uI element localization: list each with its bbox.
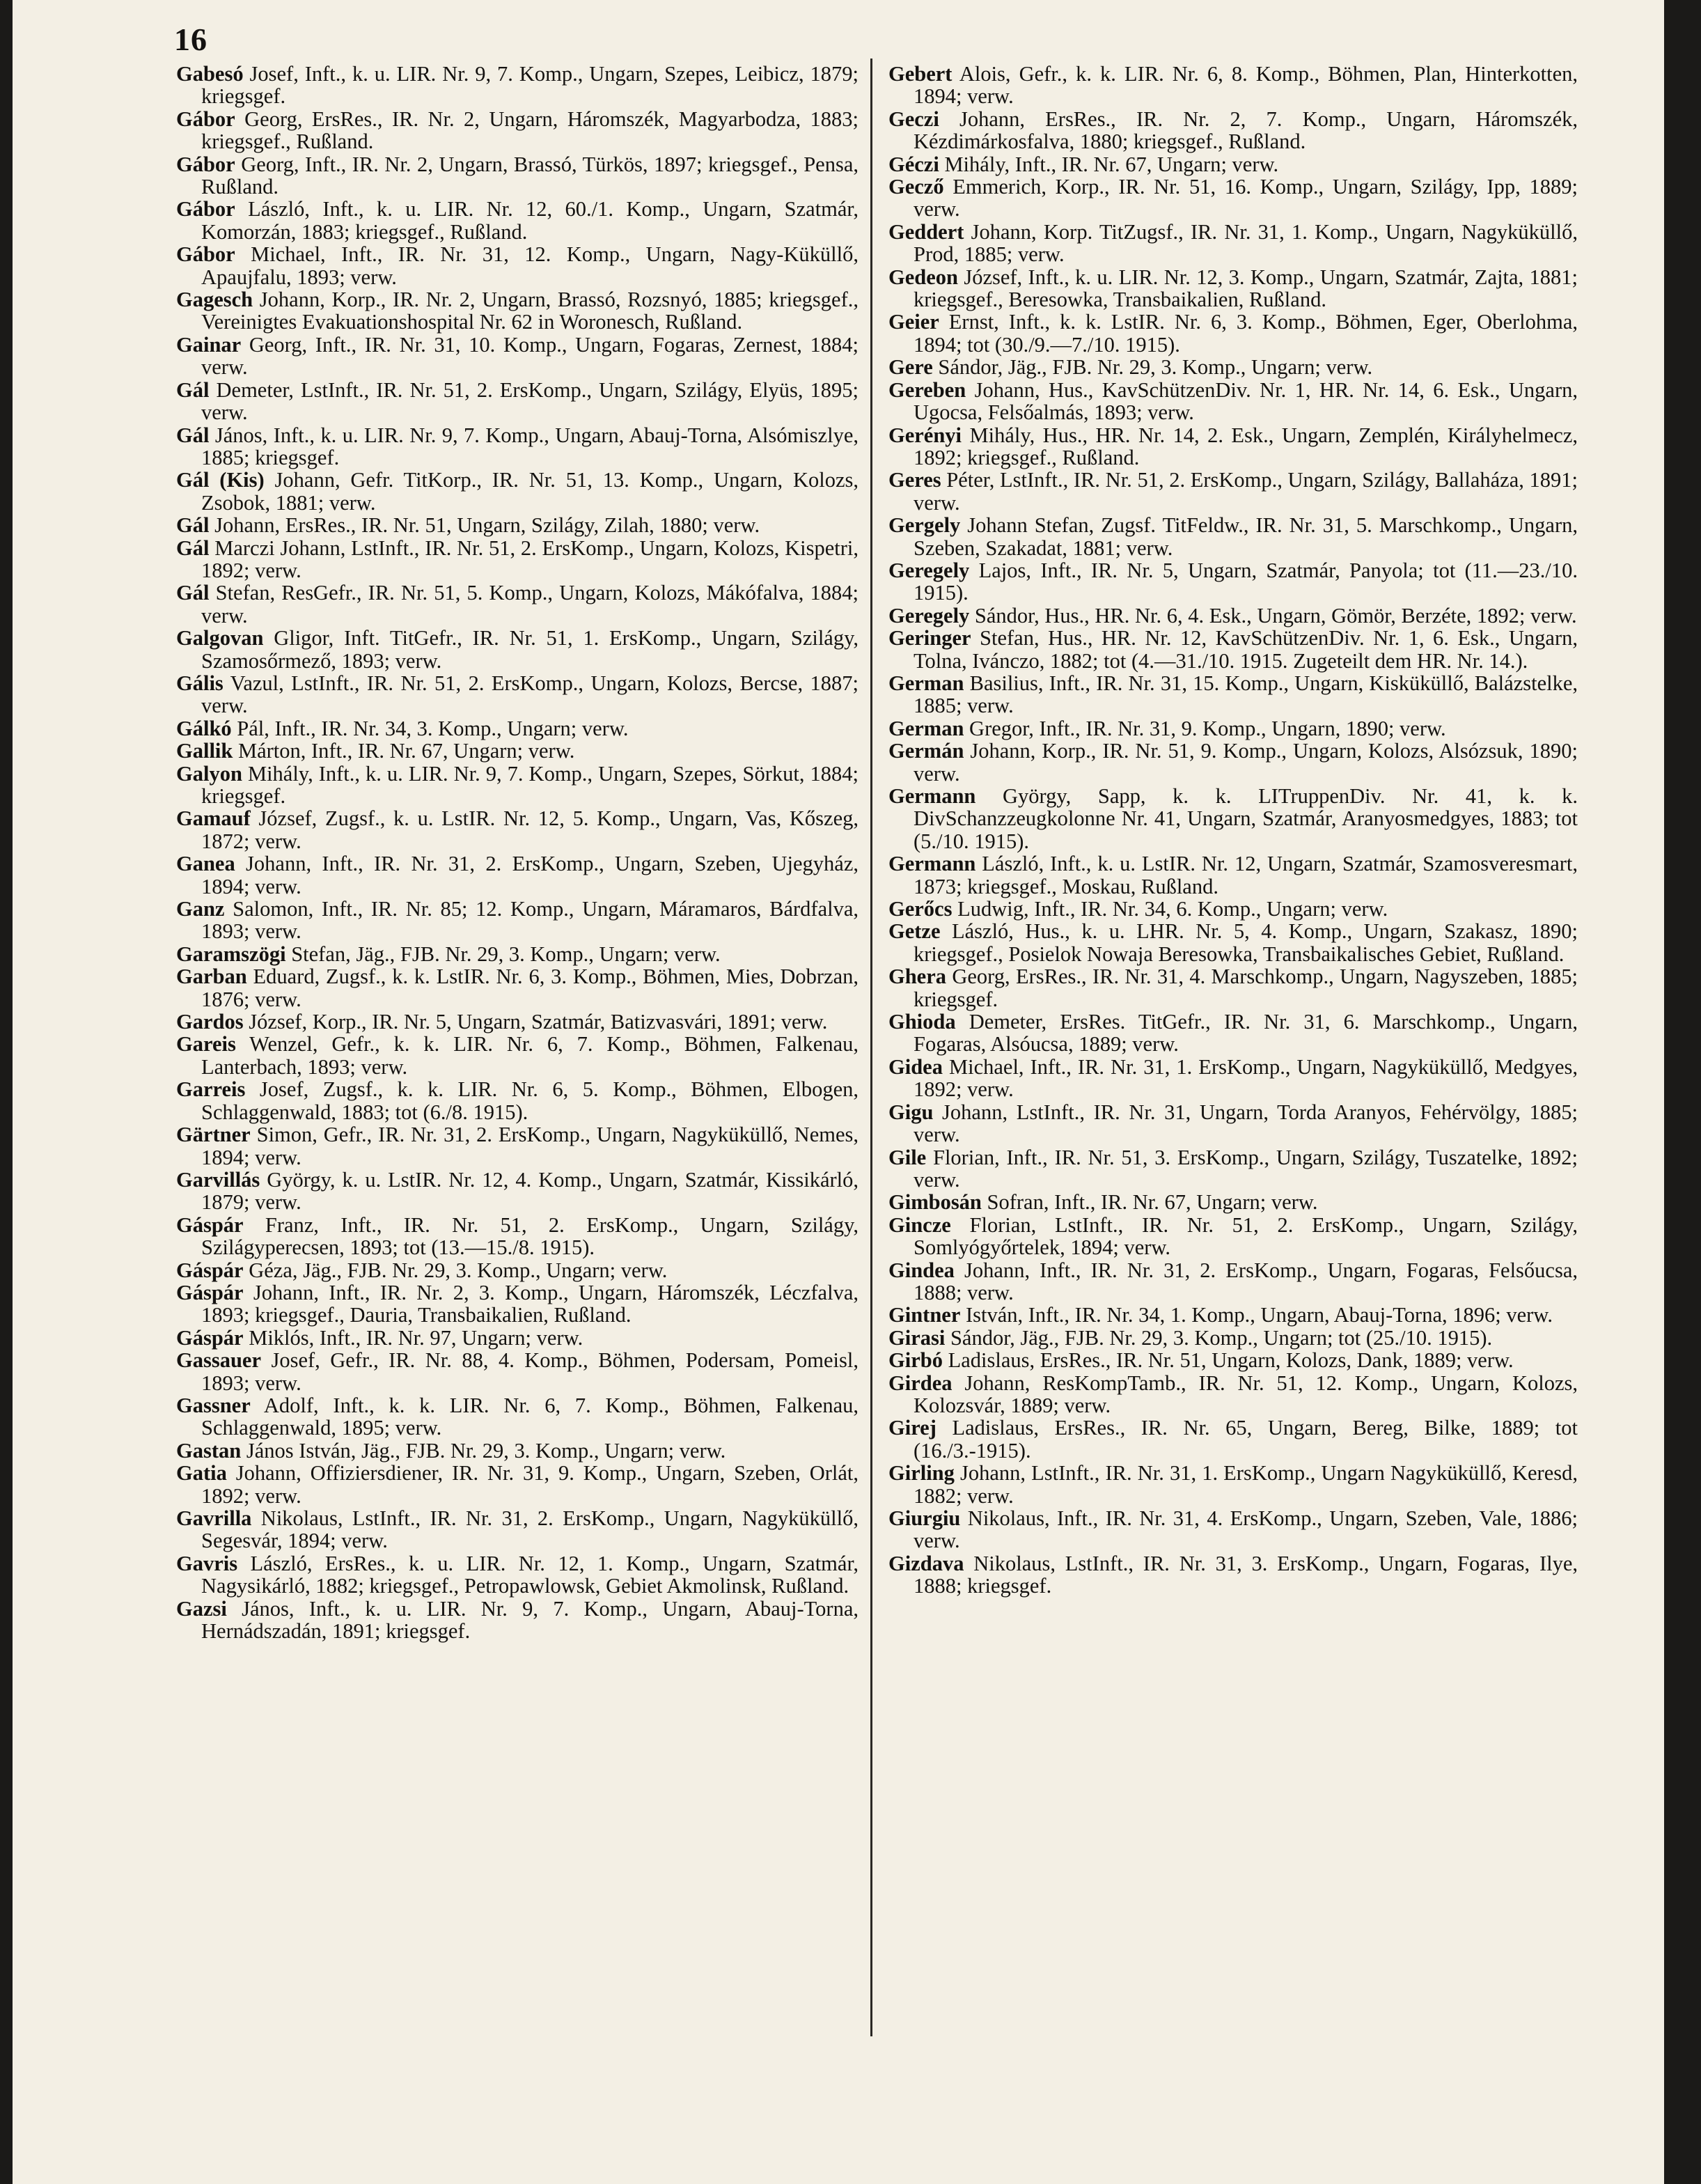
- entry-surname: Gile: [888, 1145, 927, 1169]
- entry-surname: Garamszögi: [176, 942, 286, 966]
- entry-details: Marczi Johann, LstInft., IR. Nr. 51, 2. ErsKomp., Ungarn, Kolozs, Kispetri, 1892; verw.: [201, 536, 859, 582]
- entry-surname: German: [888, 716, 964, 740]
- entry-details: Ernst, Inft., k. k. LstIR. Nr. 6, 3. Komp., Böhmen, Eger, Oberlohma, 1894; tot (30./9.—7./10. 1915).: [914, 310, 1578, 357]
- entry-details: Josef, Zugsf., k. k. LIR. Nr. 6, 5. Komp., Böhmen, Elbogen, Schlaggenwald, 1883; tot (6./8. 1915).: [201, 1077, 859, 1124]
- casualty-entry: [888, 1304, 1578, 1326]
- entry-surname: Girdea: [888, 1371, 953, 1395]
- entry-surname: Garreis: [176, 1077, 246, 1102]
- entry-surname: Gábor: [176, 197, 235, 221]
- entry-details: Josef, Gefr., IR. Nr. 88, 4. Komp., Böhmen, Podersam, Pomeisl, 1893; verw.: [201, 1348, 859, 1395]
- casualty-entry: [176, 198, 859, 243]
- entry-surname: Gigu: [888, 1100, 934, 1124]
- entry-surname: Gedeon: [888, 265, 958, 289]
- entry-surname: Gintner: [888, 1303, 961, 1327]
- casualty-entry: [888, 311, 1578, 356]
- casualty-entry: [176, 1078, 859, 1123]
- entry-details: Johann, LstInft., IR. Nr. 31, 1. ErsKomp., Ungarn Nagyküküllő, Keresd, 1882; verw.: [914, 1461, 1578, 1508]
- casualty-entry: [176, 1440, 859, 1462]
- casualty-entry: [176, 582, 859, 627]
- entry-surname: Geringer: [888, 626, 971, 650]
- entry-details: Sándor, Hus., HR. Nr. 6, 4. Esk., Ungarn, Gömör, Berzéte, 1892; verw.: [969, 603, 1577, 627]
- casualty-entry: [176, 943, 859, 965]
- entry-surname: Gassauer: [176, 1348, 261, 1373]
- entry-surname: Gábor: [176, 107, 235, 131]
- casualty-entry: [888, 1011, 1578, 1056]
- casualty-entry: [176, 740, 859, 762]
- entry-details: Josef, Inft., k. u. LIR. Nr. 9, 7. Komp., Ungarn, Szepes, Leibicz, 1879; kriegsgef.: [201, 62, 859, 109]
- entry-details: Sofran, Inft., IR. Nr. 67, Ungarn; verw.: [981, 1190, 1318, 1215]
- casualty-entry: [176, 717, 859, 740]
- entry-surname: Gáspár: [176, 1280, 244, 1304]
- entry-surname: Gergely: [888, 513, 961, 538]
- entry-surname: Gerőcs: [888, 897, 953, 921]
- entry-surname: Géczi: [888, 152, 939, 176]
- casualty-entry: [888, 785, 1578, 852]
- entry-details: György, Sapp, k. k. LITruppenDiv. Nr. 41, k. k. DivSchanzzeugkolonne Nr. 41, Ungarn, Szatmár, Aranyosmedgyes, 1883; tot (5./10. 1915).: [914, 784, 1578, 853]
- casualty-entry: [176, 965, 859, 1011]
- casualty-entry: [888, 266, 1578, 311]
- entry-details: Ladislaus, ErsRes., IR. Nr. 65, Ungarn, Bereg, Bilke, 1889; tot (16./3.-1915).: [914, 1416, 1578, 1462]
- casualty-entry: [176, 1349, 859, 1394]
- entry-surname: Gábor: [176, 152, 235, 176]
- casualty-entry: [176, 1259, 859, 1281]
- entry-details: Salomon, Inft., IR. Nr. 85; 12. Komp., Ungarn, Máramaros, Bárdfalva, 1893; verw.: [201, 897, 859, 944]
- entry-details: Nikolaus, Inft., IR. Nr. 31, 4. ErsKomp., Ungarn, Szeben, Vale, 1886; verw.: [914, 1506, 1578, 1553]
- casualty-entry: [176, 627, 859, 672]
- casualty-entry: [888, 221, 1578, 266]
- casualty-entry: [888, 898, 1578, 920]
- entry-details: Johann Stefan, Zugsf. TitFeldw., IR. Nr. 31, 5. Marschkomp., Ungarn, Szeben, Szakadat, 1881; verw.: [914, 513, 1578, 560]
- entry-surname: Gavrilla: [176, 1506, 252, 1530]
- entry-details: József, Inft., k. u. LIR. Nr. 12, 3. Komp., Ungarn, Szatmár, Zajta, 1881; kriegsgef., Beresowka, Transbaikalien, Rußland.: [914, 265, 1578, 312]
- entry-surname: Girbó: [888, 1348, 943, 1373]
- entry-details: Georg, ErsRes., IR. Nr. 31, 4. Marschkomp., Ungarn, Nagyszeben, 1885; kriegsgef.: [914, 965, 1578, 1011]
- entry-surname: Gál: [176, 377, 210, 402]
- entry-details: Márton, Inft., IR. Nr. 67, Ungarn; verw.: [233, 739, 575, 763]
- entry-details: Basilius, Inft., IR. Nr. 31, 15. Komp., Ungarn, Kisküküllő, Balázstelke, 1885; verw.: [914, 671, 1578, 718]
- casualty-entry: [176, 1327, 859, 1349]
- entry-surname: Gáspár: [176, 1258, 244, 1282]
- entry-details: Alois, Gefr., k. k. LIR. Nr. 6, 8. Komp., Böhmen, Plan, Hinterkotten, 1894; verw.: [914, 62, 1578, 109]
- entry-surname: Gál: [176, 513, 210, 538]
- entry-surname: Gere: [888, 355, 933, 380]
- entry-details: Gligor, Inft. TitGefr., IR. Nr. 51, 1. ErsKomp., Ungarn, Szilágy, Szamosőrmező, 1893; verw.: [201, 626, 859, 673]
- entry-details: Johann, Inft., IR. Nr. 31, 2. ErsKomp., Ungarn, Fogaras, Felsőucsa, 1888; verw.: [914, 1258, 1578, 1304]
- entry-details: István, Inft., IR. Nr. 34, 1. Komp., Ungarn, Abauj-Torna, 1896; verw.: [960, 1303, 1553, 1327]
- entry-surname: Gastan: [176, 1438, 242, 1462]
- entry-details: Nikolaus, LstInft., IR. Nr. 31, 2. ErsKomp., Ungarn, Nagyküküllő, Segesvár, 1894; verw.: [201, 1506, 859, 1553]
- casualty-entry: [176, 1394, 859, 1440]
- entry-details: Michael, Inft., IR. Nr. 31, 1. ErsKomp., Ungarn, Nagyküküllő, Medgyes, 1892; verw.: [914, 1054, 1578, 1102]
- casualty-entry: [888, 1462, 1578, 1507]
- casualty-entry: [888, 920, 1578, 965]
- casualty-entry: [888, 1552, 1578, 1598]
- entry-details: József, Zugsf., k. u. LstIR. Nr. 12, 5. Komp., Ungarn, Vas, Kőszeg, 1872; verw.: [201, 806, 859, 853]
- casualty-entry: [888, 604, 1578, 627]
- casualty-entry: [176, 469, 859, 514]
- entry-surname: Gál (Kis): [176, 468, 265, 492]
- casualty-entry: [176, 1598, 859, 1643]
- casualty-entry: [176, 1462, 859, 1507]
- entry-details: Wenzel, Gefr., k. k. LIR. Nr. 6, 7. Komp., Böhmen, Falkenau, Lanterbach, 1893; verw.: [201, 1032, 859, 1079]
- casualty-entry: [176, 763, 859, 808]
- entry-details: Johann, Korp., IR. Nr. 51, 9. Komp., Ungarn, Kolozs, Alsózsuk, 1890; verw.: [914, 739, 1578, 786]
- entry-details: Mihály, Inft., k. u. LIR. Nr. 9, 7. Komp., Ungarn, Szepes, Sörkut, 1884; kriegsgef.: [201, 761, 859, 808]
- casualty-entry: [888, 1146, 1578, 1192]
- casualty-entry: [176, 334, 859, 379]
- entry-details: Florian, Inft., IR. Nr. 51, 3. ErsKomp., Ungarn, Szilágy, Tuszatelke, 1892; verw.: [914, 1145, 1578, 1192]
- entry-surname: Germann: [888, 784, 976, 808]
- casualty-entry: [888, 1417, 1578, 1462]
- entry-surname: Gáspár: [176, 1212, 244, 1237]
- casualty-entry: [176, 288, 859, 334]
- casualty-entry: [888, 672, 1578, 717]
- entry-surname: Germán: [888, 739, 964, 763]
- entry-details: Johann, Gefr. TitKorp., IR. Nr. 51, 13. Komp., Ungarn, Kolozs, Zsobok, 1881; verw.: [201, 468, 859, 515]
- entry-surname: Gallik: [176, 739, 233, 763]
- casualty-entry: [176, 1011, 859, 1033]
- entry-details: Miklós, Inft., IR. Nr. 97, Ungarn; verw.: [243, 1325, 583, 1350]
- entry-details: Johann, ResKompTamb., IR. Nr. 51, 12. Komp., Ungarn, Kolozs, Kolozsvár, 1889; verw.: [914, 1371, 1578, 1417]
- casualty-entry: [176, 108, 859, 153]
- casualty-entry: [176, 1507, 859, 1552]
- entry-surname: Girej: [888, 1416, 936, 1440]
- casualty-entry: [888, 1191, 1578, 1213]
- entry-surname: Geregely: [888, 558, 970, 582]
- entry-surname: Garvillás: [176, 1167, 260, 1192]
- entry-details: László, Hus., k. u. LHR. Nr. 5, 4. Komp., Ungarn, Szakasz, 1890; kriegsgef., Posielok Nowaja Beresowka, Transbaikalisches Gebiet, Rußland.: [914, 919, 1578, 966]
- entry-surname: Gabesó: [176, 62, 244, 86]
- casualty-entry: [176, 898, 859, 943]
- entry-surname: Ganea: [176, 852, 235, 876]
- entry-surname: Gebert: [888, 62, 953, 86]
- entry-surname: Galyon: [176, 761, 242, 786]
- casualty-entry: [176, 379, 859, 424]
- entry-details: Lajos, Inft., IR. Nr. 5, Ungarn, Szatmár, Panyola; tot (11.—23./10. 1915).: [914, 558, 1578, 605]
- casualty-entry: [888, 1507, 1578, 1552]
- entry-surname: Germann: [888, 852, 976, 876]
- column-divider: [870, 58, 872, 2036]
- casualty-entry: [888, 1372, 1578, 1417]
- entry-surname: Gizdava: [888, 1551, 964, 1575]
- entry-surname: Gatia: [176, 1461, 227, 1485]
- entry-surname: Gärtner: [176, 1123, 251, 1147]
- entry-details: Stefan, ResGefr., IR. Nr. 51, 5. Komp., Ungarn, Kolozs, Mákófalva, 1884; verw.: [201, 581, 859, 627]
- casualty-entry: [176, 1123, 859, 1169]
- entry-details: Johann, Korp., IR. Nr. 2, Ungarn, Brassó, Rozsnyó, 1885; kriegsgef., Vereinigtes Evakuationshospital Nr. 62 in Woronesch, Rußland.: [201, 288, 859, 334]
- casualty-entry: [176, 807, 859, 852]
- left-column: [176, 63, 859, 1642]
- entry-details: Pál, Inft., IR. Nr. 34, 3. Komp., Ungarn; verw.: [231, 716, 629, 740]
- casualty-entry: [888, 379, 1578, 424]
- entry-details: Sándor, Jäg., FJB. Nr. 29, 3. Komp., Ungarn; verw.: [932, 355, 1373, 380]
- entry-surname: Gamauf: [176, 806, 251, 831]
- casualty-entry: [176, 537, 859, 582]
- entry-surname: Geczi: [888, 107, 939, 131]
- casualty-entry: [176, 672, 859, 717]
- entry-surname: Gáspár: [176, 1325, 244, 1350]
- entry-surname: Gardos: [176, 1010, 244, 1034]
- entry-details: Stefan, Jäg., FJB. Nr. 29, 3. Komp., Ungarn; verw.: [285, 942, 721, 966]
- casualty-entry: [176, 1214, 859, 1259]
- entry-surname: Geddert: [888, 219, 964, 244]
- entry-details: Johann, Korp. TitZugsf., IR. Nr. 31, 1. Komp., Ungarn, Nagyküküllő, Prod, 1885; verw.: [914, 219, 1578, 267]
- entry-details: Johann, ErsRes., IR. Nr. 2, 7. Komp., Ungarn, Háromszék, Kézdimárkosfalva, 1880; kriegsgef., Rußland.: [914, 107, 1578, 154]
- entry-details: Sándor, Jäg., FJB. Nr. 29, 3. Komp., Ungarn; tot (25./10. 1915).: [945, 1325, 1493, 1350]
- entry-details: Mihály, Inft., IR. Nr. 67, Ungarn; verw.: [939, 152, 1279, 176]
- casualty-entry: [888, 1327, 1578, 1349]
- entry-details: Michael, Inft., IR. Nr. 31, 12. Komp., Ungarn, Nagy-Küküllő, Apaujfalu, 1893; verw.: [201, 242, 859, 289]
- entry-surname: Giurgiu: [888, 1506, 961, 1530]
- casualty-entry: [176, 63, 859, 108]
- casualty-entry: [888, 627, 1578, 672]
- entry-surname: Garban: [176, 965, 247, 989]
- casualty-entry: [176, 1552, 859, 1598]
- casualty-entry: [176, 1281, 859, 1327]
- casualty-entry: [888, 108, 1578, 153]
- casualty-entry: [888, 176, 1578, 221]
- casualty-entry: [888, 1056, 1578, 1101]
- entry-details: Simon, Gefr., IR. Nr. 31, 2. ErsKomp., Ungarn, Nagyküküllő, Nemes, 1894; verw.: [201, 1123, 859, 1169]
- casualty-entry: [888, 852, 1578, 898]
- entry-surname: Gál: [176, 423, 210, 447]
- casualty-entry: [888, 965, 1578, 1011]
- entry-details: Johann, Offiziersdiener, IR. Nr. 31, 9. Komp., Ungarn, Szeben, Orlát, 1892; verw.: [201, 1461, 859, 1508]
- entry-details: Stefan, Hus., HR. Nr. 12, KavSchützenDiv. Nr. 1, 6. Esk., Ungarn, Tolna, Ivánczo, 1882; tot (4.—31./10. 1915. Zugeteilt dem HR. Nr. 14.).: [914, 626, 1578, 673]
- casualty-entry: [176, 514, 859, 536]
- casualty-entry: [888, 514, 1578, 559]
- entry-surname: Gecző: [888, 175, 944, 199]
- entry-details: János István, Jäg., FJB. Nr. 29, 3. Komp., Ungarn; verw.: [241, 1438, 726, 1462]
- entry-details: Johann, Inft., IR. Nr. 31, 2. ErsKomp., Ungarn, Szeben, Ujegyház, 1894; verw.: [201, 852, 859, 898]
- casualty-entry: [888, 1259, 1578, 1304]
- entry-surname: Gálkó: [176, 716, 232, 740]
- entry-details: Demeter, LstInft., IR. Nr. 51, 2. ErsKomp., Ungarn, Szilágy, Elyüs, 1895; verw.: [201, 377, 859, 425]
- entry-details: József, Korp., IR. Nr. 5, Ungarn, Szatmár, Batizvasvári, 1891; verw.: [243, 1010, 828, 1034]
- entry-details: Péter, LstInft., IR. Nr. 51, 2. ErsKomp., Ungarn, Szilágy, Ballaháza, 1891; verw.: [914, 468, 1578, 515]
- entry-surname: Getze: [888, 919, 941, 944]
- entry-surname: Geregely: [888, 603, 970, 627]
- entry-surname: Gális: [176, 671, 224, 695]
- entry-details: Mihály, Hus., HR. Nr. 14, 2. Esk., Ungarn, Zemplén, Királyhelmecz, 1892; kriegsgef., Rußland.: [914, 423, 1578, 469]
- casualty-entry: [888, 1101, 1578, 1146]
- entry-surname: Gincze: [888, 1212, 951, 1237]
- entry-details: György, k. u. LstIR. Nr. 12, 4. Komp., Ungarn, Szatmár, Kissikárló, 1879; verw.: [201, 1167, 859, 1215]
- casualty-entry: [176, 243, 859, 288]
- casualty-entry: [888, 559, 1578, 604]
- entry-surname: Gainar: [176, 332, 242, 357]
- entry-surname: Gagesch: [176, 288, 253, 312]
- entry-surname: Gerényi: [888, 423, 962, 447]
- casualty-entry: [176, 1033, 859, 1078]
- casualty-entry: [176, 852, 859, 898]
- entry-details: Georg, Inft., IR. Nr. 2, Ungarn, Brassó, Türkös, 1897; kriegsgef., Pensa, Rußland.: [201, 152, 859, 199]
- entry-surname: Geier: [888, 310, 939, 334]
- entry-details: Vazul, LstInft., IR. Nr. 51, 2. ErsKomp., Ungarn, Kolozs, Bercse, 1887; verw.: [201, 671, 859, 718]
- entry-surname: Gereben: [888, 377, 966, 402]
- entry-surname: Geres: [888, 468, 941, 492]
- casualty-entry: [888, 469, 1578, 514]
- entry-details: Johann, LstInft., IR. Nr. 31, Ungarn, Torda Aranyos, Fehérvölgy, 1885; verw.: [914, 1100, 1578, 1147]
- entry-surname: Gazsi: [176, 1596, 227, 1621]
- entry-surname: Ghioda: [888, 1010, 956, 1034]
- right-column: [888, 63, 1578, 1598]
- entry-surname: Gidea: [888, 1054, 943, 1079]
- entry-surname: Girasi: [888, 1325, 946, 1350]
- casualty-entry: [888, 153, 1578, 176]
- entry-details: Nikolaus, LstInft., IR. Nr. 31, 3. ErsKomp., Ungarn, Fogaras, Ilye, 1888; kriegsgef.: [914, 1551, 1578, 1598]
- casualty-entry: [176, 424, 859, 469]
- entry-surname: Gimbosán: [888, 1190, 982, 1215]
- entry-surname: Gál: [176, 536, 210, 560]
- entry-details: Gregor, Inft., IR. Nr. 31, 9. Komp., Ungarn, 1890; verw.: [964, 716, 1446, 740]
- casualty-entry: [888, 356, 1578, 378]
- entry-details: Johann, Inft., IR. Nr. 2, 3. Komp., Ungarn, Háromszék, Léczfalva, 1893; kriegsgef., Dauria, Transbaikalien, Rußland.: [201, 1280, 859, 1327]
- entry-details: Franz, Inft., IR. Nr. 51, 2. ErsKomp., Ungarn, Szilágy, Szilágyperecsen, 1893; tot (13.—15./8. 1915).: [201, 1212, 859, 1260]
- casualty-entry: [888, 717, 1578, 740]
- entry-surname: Gassner: [176, 1393, 251, 1417]
- entry-surname: Gavris: [176, 1551, 238, 1575]
- entry-details: Johann, Hus., KavSchützenDiv. Nr. 1, HR. Nr. 14, 6. Esk., Ungarn, Ugocsa, Felsőalmás, 1893; verw.: [914, 377, 1578, 425]
- casualty-entry: [888, 424, 1578, 469]
- entry-details: László, Inft., k. u. LIR. Nr. 12, 60./1. Komp., Ungarn, Szatmár, Komorzán, 1883; kriegsgef., Rußland.: [201, 197, 859, 244]
- entry-surname: Gábor: [176, 242, 235, 267]
- entry-surname: Gareis: [176, 1032, 236, 1056]
- casualty-entry: [888, 1349, 1578, 1371]
- entry-details: Ladislaus, ErsRes., IR. Nr. 51, Ungarn, Kolozs, Dank, 1889; verw.: [942, 1348, 1514, 1373]
- entry-details: Georg, Inft., IR. Nr. 31, 10. Komp., Ungarn, Fogaras, Zernest, 1884; verw.: [201, 332, 859, 380]
- entry-details: Géza, Jäg., FJB. Nr. 29, 3. Komp., Ungarn; verw.: [243, 1258, 668, 1282]
- entry-details: Emmerich, Korp., IR. Nr. 51, 16. Komp., Ungarn, Szilágy, Ipp, 1889; verw.: [914, 175, 1578, 221]
- entry-surname: Gindea: [888, 1258, 955, 1282]
- entry-details: János, Inft., k. u. LIR. Nr. 9, 7. Komp., Ungarn, Abauj-Torna, Hernádszadán, 1891; kriegsgef.: [201, 1596, 859, 1644]
- entry-surname: Ghera: [888, 965, 947, 989]
- entry-details: László, ErsRes., k. u. LIR. Nr. 12, 1. Komp., Ungarn, Szatmár, Nagysikárló, 1882; kriegsgef., Petropawlowsk, Gebiet Akmolinsk, Rußland.: [201, 1551, 859, 1598]
- casualty-entry: [888, 63, 1578, 108]
- entry-details: János, Inft., k. u. LIR. Nr. 9, 7. Komp., Ungarn, Abauj-Torna, Alsómiszlye, 1885; kriegsgef.: [201, 423, 859, 469]
- entry-surname: German: [888, 671, 964, 695]
- entry-details: Florian, LstInft., IR. Nr. 51, 2. ErsKomp., Ungarn, Szilágy, Somlyógyőrtelek, 1894; verw.: [914, 1212, 1578, 1260]
- entry-surname: Girling: [888, 1461, 955, 1485]
- casualty-entry: [888, 1214, 1578, 1259]
- entry-details: Adolf, Inft., k. k. LIR. Nr. 6, 7. Komp., Böhmen, Falkenau, Schlaggenwald, 1895; verw.: [201, 1393, 859, 1440]
- page-number: 16: [174, 22, 207, 57]
- entry-surname: Ganz: [176, 897, 225, 921]
- entry-surname: Galgovan: [176, 626, 264, 650]
- casualty-entry: [176, 153, 859, 198]
- casualty-entry: [888, 740, 1578, 785]
- entry-details: Georg, ErsRes., IR. Nr. 2, Ungarn, Háromszék, Magyarbodza, 1883; kriegsgef., Rußland.: [201, 107, 859, 154]
- entry-details: Johann, ErsRes., IR. Nr. 51, Ungarn, Szilágy, Zilah, 1880; verw.: [209, 513, 760, 538]
- entry-details: Demeter, ErsRes. TitGefr., IR. Nr. 31, 6. Marschkomp., Ungarn, Fogaras, Alsóucsa, 1889; verw.: [914, 1010, 1578, 1056]
- document-page: [13, 0, 1664, 2184]
- casualty-entry: [176, 1169, 859, 1214]
- entry-details: Ludwig, Inft., IR. Nr. 34, 6. Komp., Ungarn; verw.: [952, 897, 1388, 921]
- entry-details: Eduard, Zugsf., k. k. LstIR. Nr. 6, 3. Komp., Böhmen, Mies, Dobrzan, 1876; verw.: [201, 965, 859, 1011]
- entry-surname: Gál: [176, 581, 210, 605]
- entry-details: László, Inft., k. u. LstIR. Nr. 12, Ungarn, Szatmár, Szamosveresmart, 1873; kriegsgef., Moskau, Rußland.: [914, 852, 1578, 898]
